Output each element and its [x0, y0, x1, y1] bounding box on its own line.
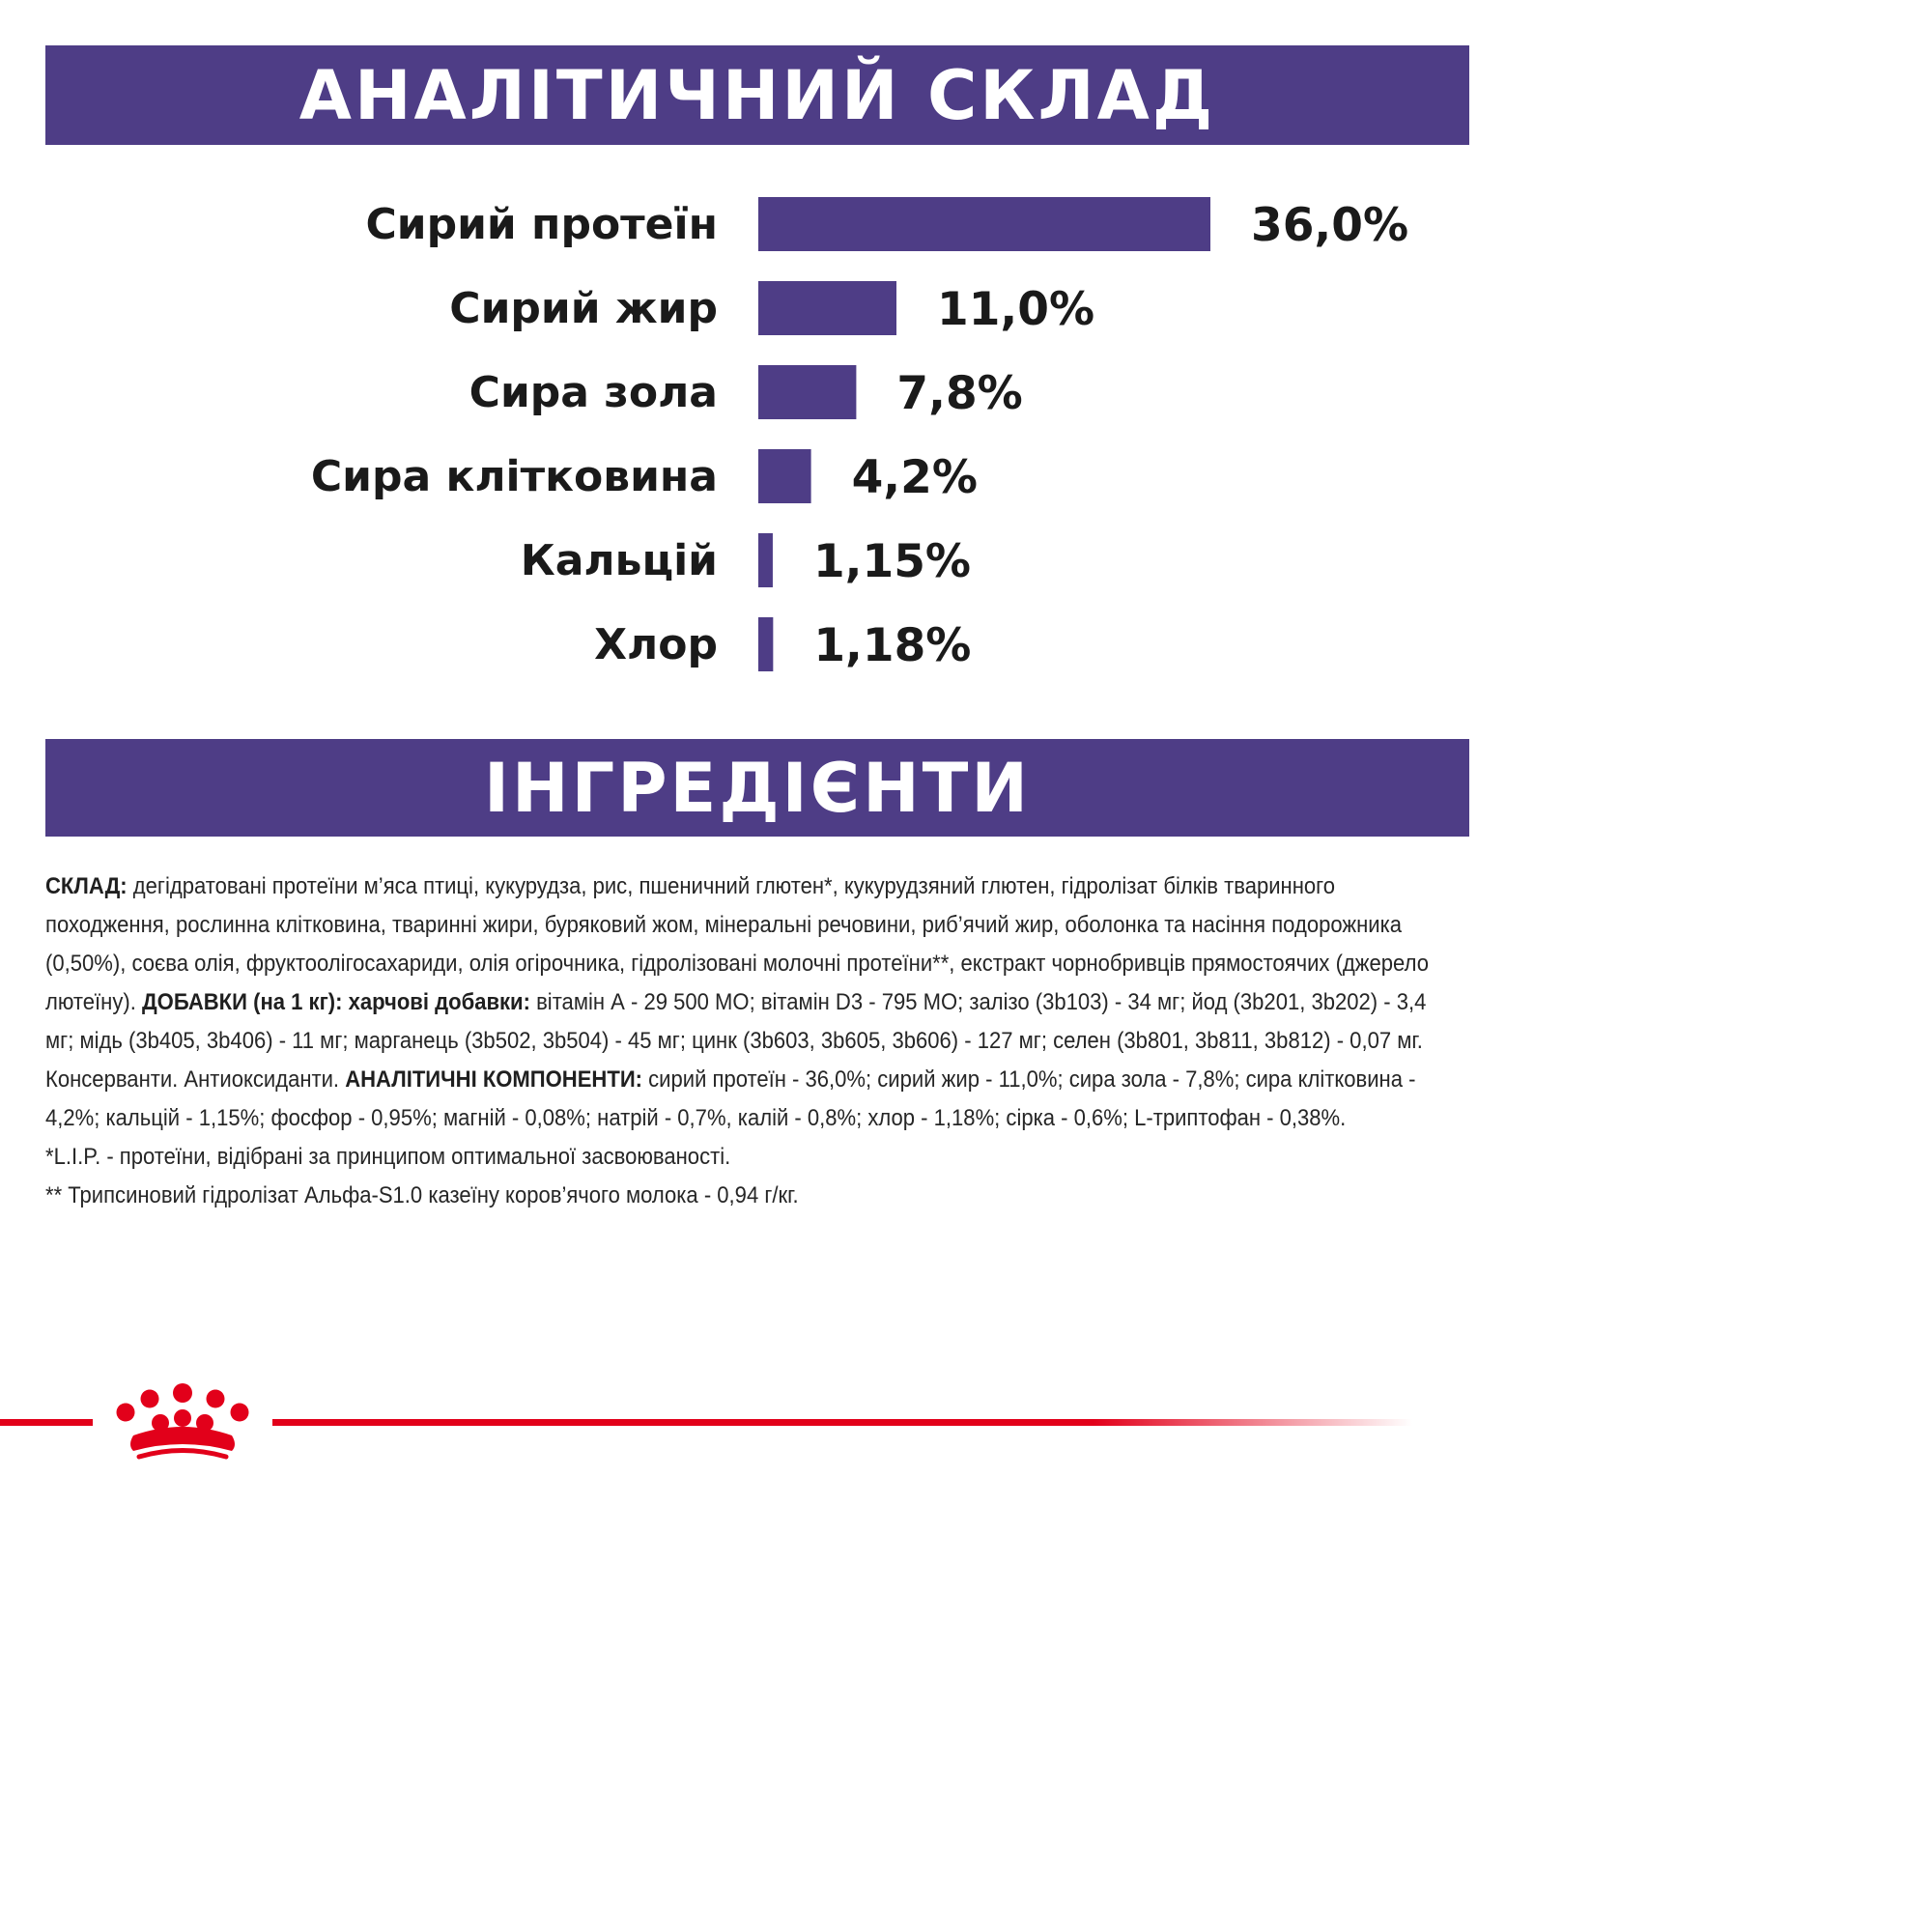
- category-label: Сирий протеїн: [365, 200, 718, 249]
- bar: [758, 449, 811, 503]
- additives-text: вітамін А - 29 500 МО; вітамін D3 - 795 МО; залізо (3b103) - 34 мг; йод (3b201, 3b202) - 3,4 мг; мідь (3b405, 3b406) - 11 мг; марганець (3b502, 3b504) - 45 мг; цинк (3b603, 3b605, 3b606) - 127 мг; селен (3b801, 3b811, 3b812) - 0,07 мг. Консерванти. Антиоксиданти.: [45, 989, 1427, 1093]
- bar: [758, 533, 773, 587]
- category-label: Кальцій: [520, 536, 718, 585]
- composition-lead-label: СКЛАД:: [45, 873, 128, 899]
- nutrient-bar-chart: [0, 179, 1515, 705]
- bar: [758, 197, 1210, 251]
- category-label: Сира клітковина: [310, 452, 718, 501]
- value-label: 11,0%: [937, 283, 1095, 336]
- composition-paragraph: [45, 867, 1456, 1138]
- value-label: 4,2%: [851, 451, 978, 504]
- category-label: Сирий жир: [449, 284, 718, 333]
- bar: [758, 281, 896, 335]
- analytic-composition-title: АНАЛІТИЧНИЙ СКЛАД: [298, 55, 1216, 135]
- value-label: 36,0%: [1251, 199, 1409, 252]
- analytic-composition-banner: [45, 45, 1469, 145]
- category-label: Хлор: [594, 620, 718, 669]
- category-label: Сира зола: [469, 368, 718, 417]
- royal-canin-crown-icon: [104, 1383, 261, 1470]
- composition-text-block: [45, 867, 1456, 1215]
- additives-label: ДОБАВКИ (на 1 кг): харчові добавки:: [141, 989, 530, 1015]
- value-label: 7,8%: [896, 367, 1023, 420]
- composition-lead-text: дегідратовані протеїни м’яса птиці, кукурудза, рис, пшеничний глютен*, кукурудзяний глютен, гідролізат білків тваринного походження, рослинна клітковина, тваринні жири, буряковий жом, мінеральні речовини, риб’ячий жир, оболонка та насіння подорожника (0,50%), соєва олія, фруктоолігосахариди, олія огірочника, гідролізовані молочні протеїни**, екстракт чорнобривців прямостоячих (джерело лютеїну).: [45, 873, 1429, 1015]
- brand-line-left: [0, 1419, 93, 1426]
- value-label: 1,15%: [812, 535, 972, 588]
- analytic-components-text: сирий протеїн - 36,0%; сирий жир - 11,0%; сира зола - 7,8%; сира клітковина - 4,2%; кальцій - 1,15%; фосфор - 0,95%; магній - 0,08%; натрій - 0,7%, калій - 0,8%; хлор - 1,18%; сірка - 0,6%; L-триптофан - 0,38%.: [45, 1066, 1416, 1131]
- bar: [758, 365, 856, 419]
- analytic-components-label: АНАЛІТИЧНІ КОМПОНЕНТИ:: [345, 1066, 643, 1093]
- ingredients-banner: [45, 739, 1469, 837]
- footnote-trypsin: ** Трипсиновий гідролізат Альфа-S1.0 казеїну коров’ячого молока - 0,94 г/кг.: [45, 1182, 799, 1208]
- brand-line-right: [272, 1419, 1412, 1426]
- ingredients-title: ІНГРЕДІЄНТИ: [483, 748, 1032, 828]
- value-label: 1,18%: [813, 619, 972, 672]
- footnote-lip: *L.I.P. - протеїни, відібрані за принципом оптимальної засвоюваності.: [45, 1144, 731, 1170]
- bar: [758, 617, 773, 671]
